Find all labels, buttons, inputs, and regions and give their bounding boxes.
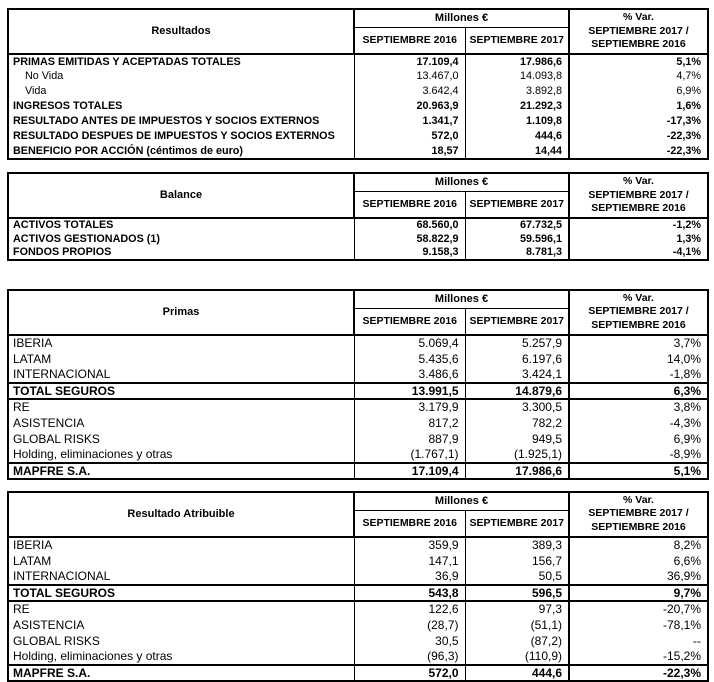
table-row	[8, 246, 708, 260]
table-primas	[7, 289, 709, 480]
table-row	[8, 54, 708, 69]
sep2017-value: 3.424,1	[465, 367, 569, 383]
table-row	[8, 633, 708, 649]
sep2016-value: 572,0	[354, 665, 465, 681]
table-row	[8, 351, 708, 367]
row-label: Holding, eliminaciones y otras	[8, 447, 354, 463]
table-row	[8, 69, 708, 84]
table-gap	[7, 160, 707, 172]
var-value: 9,7%	[569, 585, 708, 601]
sep2017-value: 156,7	[465, 553, 569, 569]
var-value: -20,7%	[662, 602, 701, 617]
row-label: ACTIVOS TOTALES	[8, 218, 354, 232]
row-label: MAPFRE S.A.	[8, 665, 354, 681]
table-row	[8, 399, 708, 415]
header-row-group	[8, 492, 708, 510]
var-value: 6,3%	[569, 383, 708, 399]
pct-var-line2: SEPTIEMBRE 2017 /	[588, 507, 689, 520]
sep2017-value: 50,5	[465, 569, 569, 585]
var-value: -22,3%	[666, 144, 701, 157]
var-value: 1,6%	[676, 100, 701, 113]
sep2016-value: 58.822,9	[354, 232, 465, 246]
var-value: --	[693, 633, 701, 648]
table-row	[8, 99, 708, 114]
sep2017-value: 1.109,8	[465, 114, 569, 129]
var-value: -1,2%	[672, 219, 701, 232]
septiembre-2016-header: SEPTIEMBRE 2016	[354, 191, 465, 218]
sep2017-value: 21.292,3	[465, 99, 569, 114]
row-label: RESULTADO DESPUES DE IMPUESTOS Y SOCIOS EXTERNOS	[8, 129, 354, 144]
row-label: MAPFRE S.A.	[8, 463, 354, 479]
row-label: FONDOS PROPIOS	[8, 246, 354, 260]
septiembre-2017-header: SEPTIEMBRE 2017	[465, 191, 569, 218]
table-row	[8, 415, 708, 431]
var-value: 5,1%	[569, 463, 708, 479]
total-row	[8, 383, 708, 399]
sep2016-value: 543,8	[354, 585, 465, 601]
table-gap	[7, 480, 707, 491]
var-value: -8,9%	[669, 447, 701, 462]
sep2017-value: 17.986,6	[465, 54, 569, 69]
table-row	[8, 431, 708, 447]
table-row	[8, 537, 708, 553]
var-value: -78,1%	[662, 617, 701, 632]
row-label: INTERNACIONAL	[8, 367, 354, 383]
sep2016-value: 122,6	[354, 601, 465, 617]
septiembre-2017-header: SEPTIEMBRE 2017	[465, 308, 569, 335]
table-row	[8, 553, 708, 569]
row-label: LATAM	[8, 351, 354, 367]
table-row	[8, 617, 708, 633]
sep2017-value: 389,3	[465, 537, 569, 553]
sep2016-value: 3.642,4	[354, 84, 465, 99]
total-row	[8, 463, 708, 479]
sep2016-value: 9.158,3	[354, 246, 465, 260]
var-value: -4,3%	[669, 415, 701, 430]
sep2017-value: 444,6	[465, 665, 569, 681]
pct-var-line1: % Var.	[623, 493, 654, 506]
sep2017-value: 782,2	[465, 415, 569, 431]
sep2017-value: 949,5	[465, 431, 569, 447]
var-value: 8,2%	[673, 538, 701, 553]
sep2017-value: 5.257,9	[465, 335, 569, 351]
sep2016-value: 18,57	[354, 144, 465, 159]
millones-euro-header: Millones €	[354, 290, 569, 308]
pct-var-line2: SEPTIEMBRE 2017 /	[588, 24, 689, 37]
sep2016-value: 359,9	[354, 537, 465, 553]
sep2017-value: 3.300,5	[465, 399, 569, 415]
sep2016-value: 13.467,0	[354, 69, 465, 84]
row-label: Holding, eliminaciones y otras	[8, 649, 354, 665]
sep2016-value: 36,9	[354, 569, 465, 585]
sep2016-value: (1.767,1)	[354, 447, 465, 463]
pct-var-header	[569, 290, 708, 335]
septiembre-2017-header: SEPTIEMBRE 2017	[465, 27, 569, 54]
header-row-group	[8, 290, 708, 308]
pct-var-header	[569, 492, 708, 537]
row-label: PRIMAS EMITIDAS Y ACEPTADAS TOTALES	[8, 54, 354, 69]
row-label: TOTAL SEGUROS	[8, 585, 354, 601]
sep2017-value: 8.781,3	[465, 246, 569, 260]
var-value: 14,0%	[666, 351, 701, 366]
table-row	[8, 447, 708, 463]
table-title: Primas	[8, 290, 354, 335]
sep2016-value: 68.560,0	[354, 218, 465, 232]
table-row	[8, 335, 708, 351]
table-row	[8, 144, 708, 159]
table-resultado-atribuible	[7, 491, 709, 682]
table-title: Resultados	[8, 9, 354, 54]
sep2017-value: 17.986,6	[465, 463, 569, 479]
pct-var-line1: % Var.	[623, 174, 654, 187]
pct-var-line2: SEPTIEMBRE 2017 /	[588, 188, 689, 201]
table-row	[8, 129, 708, 144]
var-value: -22,3%	[569, 665, 708, 681]
table-row	[8, 84, 708, 99]
sep2016-value: 3.179,9	[354, 399, 465, 415]
var-value: 5,1%	[676, 55, 701, 68]
row-label: IBERIA	[8, 335, 354, 351]
var-value: 3,8%	[673, 400, 701, 415]
sep2016-value: (96,3)	[354, 649, 465, 665]
sep2017-value: 444,6	[465, 129, 569, 144]
pct-var-header	[569, 173, 708, 218]
pct-var-line3: SEPTIEMBRE 2016	[591, 38, 686, 51]
row-label: No Vida	[8, 69, 354, 84]
var-value: 6,9%	[676, 85, 701, 98]
pct-var-line3: SEPTIEMBRE 2016	[591, 521, 686, 534]
sep2016-value: 17.109,4	[354, 463, 465, 479]
sep2016-value: 887,9	[354, 431, 465, 447]
row-label: Vida	[8, 84, 354, 99]
sep2017-value: 97,3	[465, 601, 569, 617]
table-balance	[7, 172, 709, 261]
sep2016-value: 147,1	[354, 553, 465, 569]
sep2016-value: 5.435,6	[354, 351, 465, 367]
var-value: -15,2%	[662, 649, 701, 664]
row-label: TOTAL SEGUROS	[8, 383, 354, 399]
var-value: 1,3%	[676, 232, 701, 245]
row-label: INTERNACIONAL	[8, 569, 354, 585]
table-row	[8, 367, 708, 383]
septiembre-2017-header: SEPTIEMBRE 2017	[465, 510, 569, 537]
sep2016-value: (28,7)	[354, 617, 465, 633]
row-label: ACTIVOS GESTIONADOS (1)	[8, 232, 354, 246]
septiembre-2016-header: SEPTIEMBRE 2016	[354, 308, 465, 335]
septiembre-2016-header: SEPTIEMBRE 2016	[354, 27, 465, 54]
var-value: -4,1%	[672, 246, 701, 259]
row-label: RE	[8, 399, 354, 415]
table-title: Resultado Atribuible	[8, 492, 354, 537]
table-row	[8, 601, 708, 617]
var-value: 6,6%	[673, 553, 701, 568]
var-value: 3,7%	[673, 336, 701, 351]
sep2017-value: 59.596,1	[465, 232, 569, 246]
sep2017-value: (87,2)	[465, 633, 569, 649]
table-resultados	[7, 8, 709, 160]
sep2016-value: 20.963,9	[354, 99, 465, 114]
sep2017-value: (51,1)	[465, 617, 569, 633]
sep2016-value: 30,5	[354, 633, 465, 649]
var-value: -22,3%	[666, 130, 701, 143]
sep2017-value: 14,44	[465, 144, 569, 159]
sep2016-value: 817,2	[354, 415, 465, 431]
millones-euro-header: Millones €	[354, 9, 569, 27]
millones-euro-header: Millones €	[354, 492, 569, 510]
row-label: RE	[8, 601, 354, 617]
row-label: GLOBAL RISKS	[8, 431, 354, 447]
row-label: RESULTADO ANTES DE IMPUESTOS Y SOCIOS EXTERNOS	[8, 114, 354, 129]
header-row-group	[8, 173, 708, 191]
millones-euro-header: Millones €	[354, 173, 569, 191]
row-label: BENEFICIO POR ACCIÓN (céntimos de euro)	[8, 144, 354, 159]
var-value: -1,8%	[669, 367, 701, 382]
table-gap	[7, 261, 707, 289]
row-label: INGRESOS TOTALES	[8, 99, 354, 114]
sep2017-value: 14.879,6	[465, 383, 569, 399]
sep2017-value: 6.197,6	[465, 351, 569, 367]
total-row	[8, 665, 708, 681]
row-label: IBERIA	[8, 537, 354, 553]
septiembre-2016-header: SEPTIEMBRE 2016	[354, 510, 465, 537]
pct-var-line2: SEPTIEMBRE 2017 /	[588, 305, 689, 318]
var-value: -17,3%	[666, 115, 701, 128]
pct-var-line1: % Var.	[623, 291, 654, 304]
sep2017-value: (1.925,1)	[465, 447, 569, 463]
pct-var-header	[569, 9, 708, 54]
header-row-group	[8, 9, 708, 27]
table-row	[8, 569, 708, 585]
row-label: ASISTENCIA	[8, 617, 354, 633]
total-row	[8, 585, 708, 601]
var-value: 4,7%	[676, 70, 701, 83]
sep2017-value: 596,5	[465, 585, 569, 601]
sep2016-value: 13.991,5	[354, 383, 465, 399]
sep2016-value: 17.109,4	[354, 54, 465, 69]
table-row	[8, 218, 708, 232]
sep2017-value: (110,9)	[465, 649, 569, 665]
sep2016-value: 3.486,6	[354, 367, 465, 383]
var-value: 36,9%	[666, 569, 701, 584]
sep2016-value: 572,0	[354, 129, 465, 144]
sep2017-value: 67.732,5	[465, 218, 569, 232]
table-row	[8, 232, 708, 246]
var-value: 6,9%	[673, 431, 701, 446]
sep2016-value: 1.341,7	[354, 114, 465, 129]
sep2016-value: 5.069,4	[354, 335, 465, 351]
sep2017-value: 3.892,8	[465, 84, 569, 99]
pct-var-line1: % Var.	[623, 11, 654, 23]
table-title: Balance	[8, 173, 354, 218]
row-label: ASISTENCIA	[8, 415, 354, 431]
row-label: GLOBAL RISKS	[8, 633, 354, 649]
table-row	[8, 649, 708, 665]
pct-var-line3: SEPTIEMBRE 2016	[591, 319, 686, 332]
pct-var-line3: SEPTIEMBRE 2016	[591, 202, 686, 215]
table-row	[8, 114, 708, 129]
row-label: LATAM	[8, 553, 354, 569]
sep2017-value: 14.093,8	[465, 69, 569, 84]
